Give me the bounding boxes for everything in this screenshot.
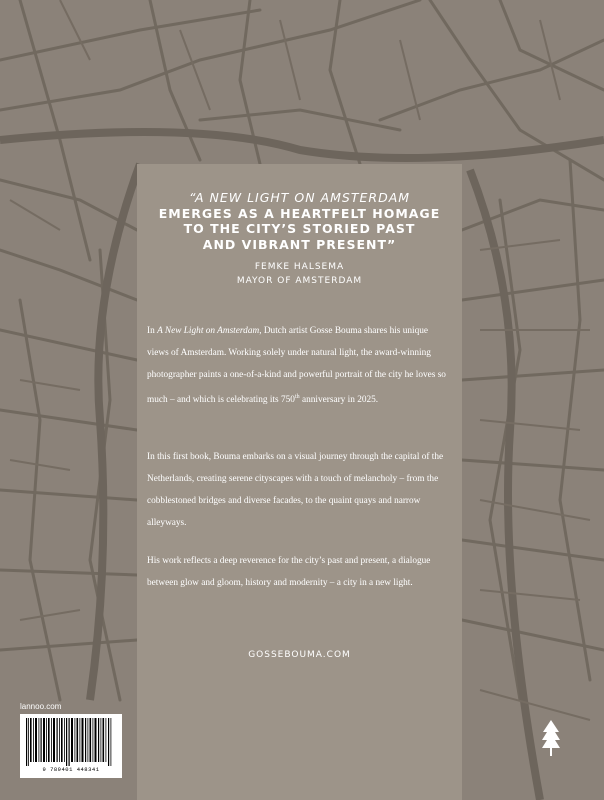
attribution-name: FEMKE HALSEMA: [254, 262, 345, 272]
barcode-digits: 9 789401 448341: [42, 766, 100, 773]
blurb-paragraph-2: [147, 446, 452, 534]
publisher-url[interactable]: lannoo.com: [20, 702, 62, 711]
quote-line-1: “A NEW LIGHT ON AMSTERDAM: [188, 190, 411, 205]
quote-line-2: EMERGES AS A HEARTFELT HOMAGE: [158, 205, 441, 221]
attribution-title: MAYOR OF AMSTERDAM: [236, 276, 363, 286]
fsc-logo-icon: [540, 718, 562, 758]
pull-quote: [137, 190, 462, 252]
blurb-paragraph-1: [147, 320, 452, 411]
paragraph1-text-b: anniversary in 2025.: [299, 395, 379, 406]
intro-text: In: [147, 326, 158, 336]
quote-line-3: TO THE CITY’S STORIED PAST: [183, 221, 416, 236]
ordinal-suffix: th: [294, 394, 300, 400]
website-url[interactable]: GOSSEBOUMA.COM: [248, 650, 351, 660]
quote-attribution: [137, 260, 462, 288]
paragraph1-text-a: , Dutch artist Gosse Bouma shares his unique views of Amsterdam. Working solely under natural light, the award-winning photographer paints a one-of-a-kind and powerful portrait of the city he loves so much – and which is celebrating its 750: [147, 326, 446, 406]
paragraph2-text: In this first book, Bouma embarks on a visual journey through the capital of the Netherlands, creating serene cityscapes with a touch of melancholy – from the cobblestoned bridges and diverse facades, to the quaint quays and narrow alleyways.: [147, 452, 444, 528]
quote-line-4: AND VIBRANT PRESENT”: [202, 236, 397, 252]
blurb-paragraph-3: [147, 550, 452, 594]
paragraph3-text: His work reflects a deep reverence for the city’s past and present, a dialogue between glow and gloom, history and modernity – a city in a new light.: [147, 556, 431, 588]
book-title: A New Light on Amsterdam: [157, 326, 260, 336]
